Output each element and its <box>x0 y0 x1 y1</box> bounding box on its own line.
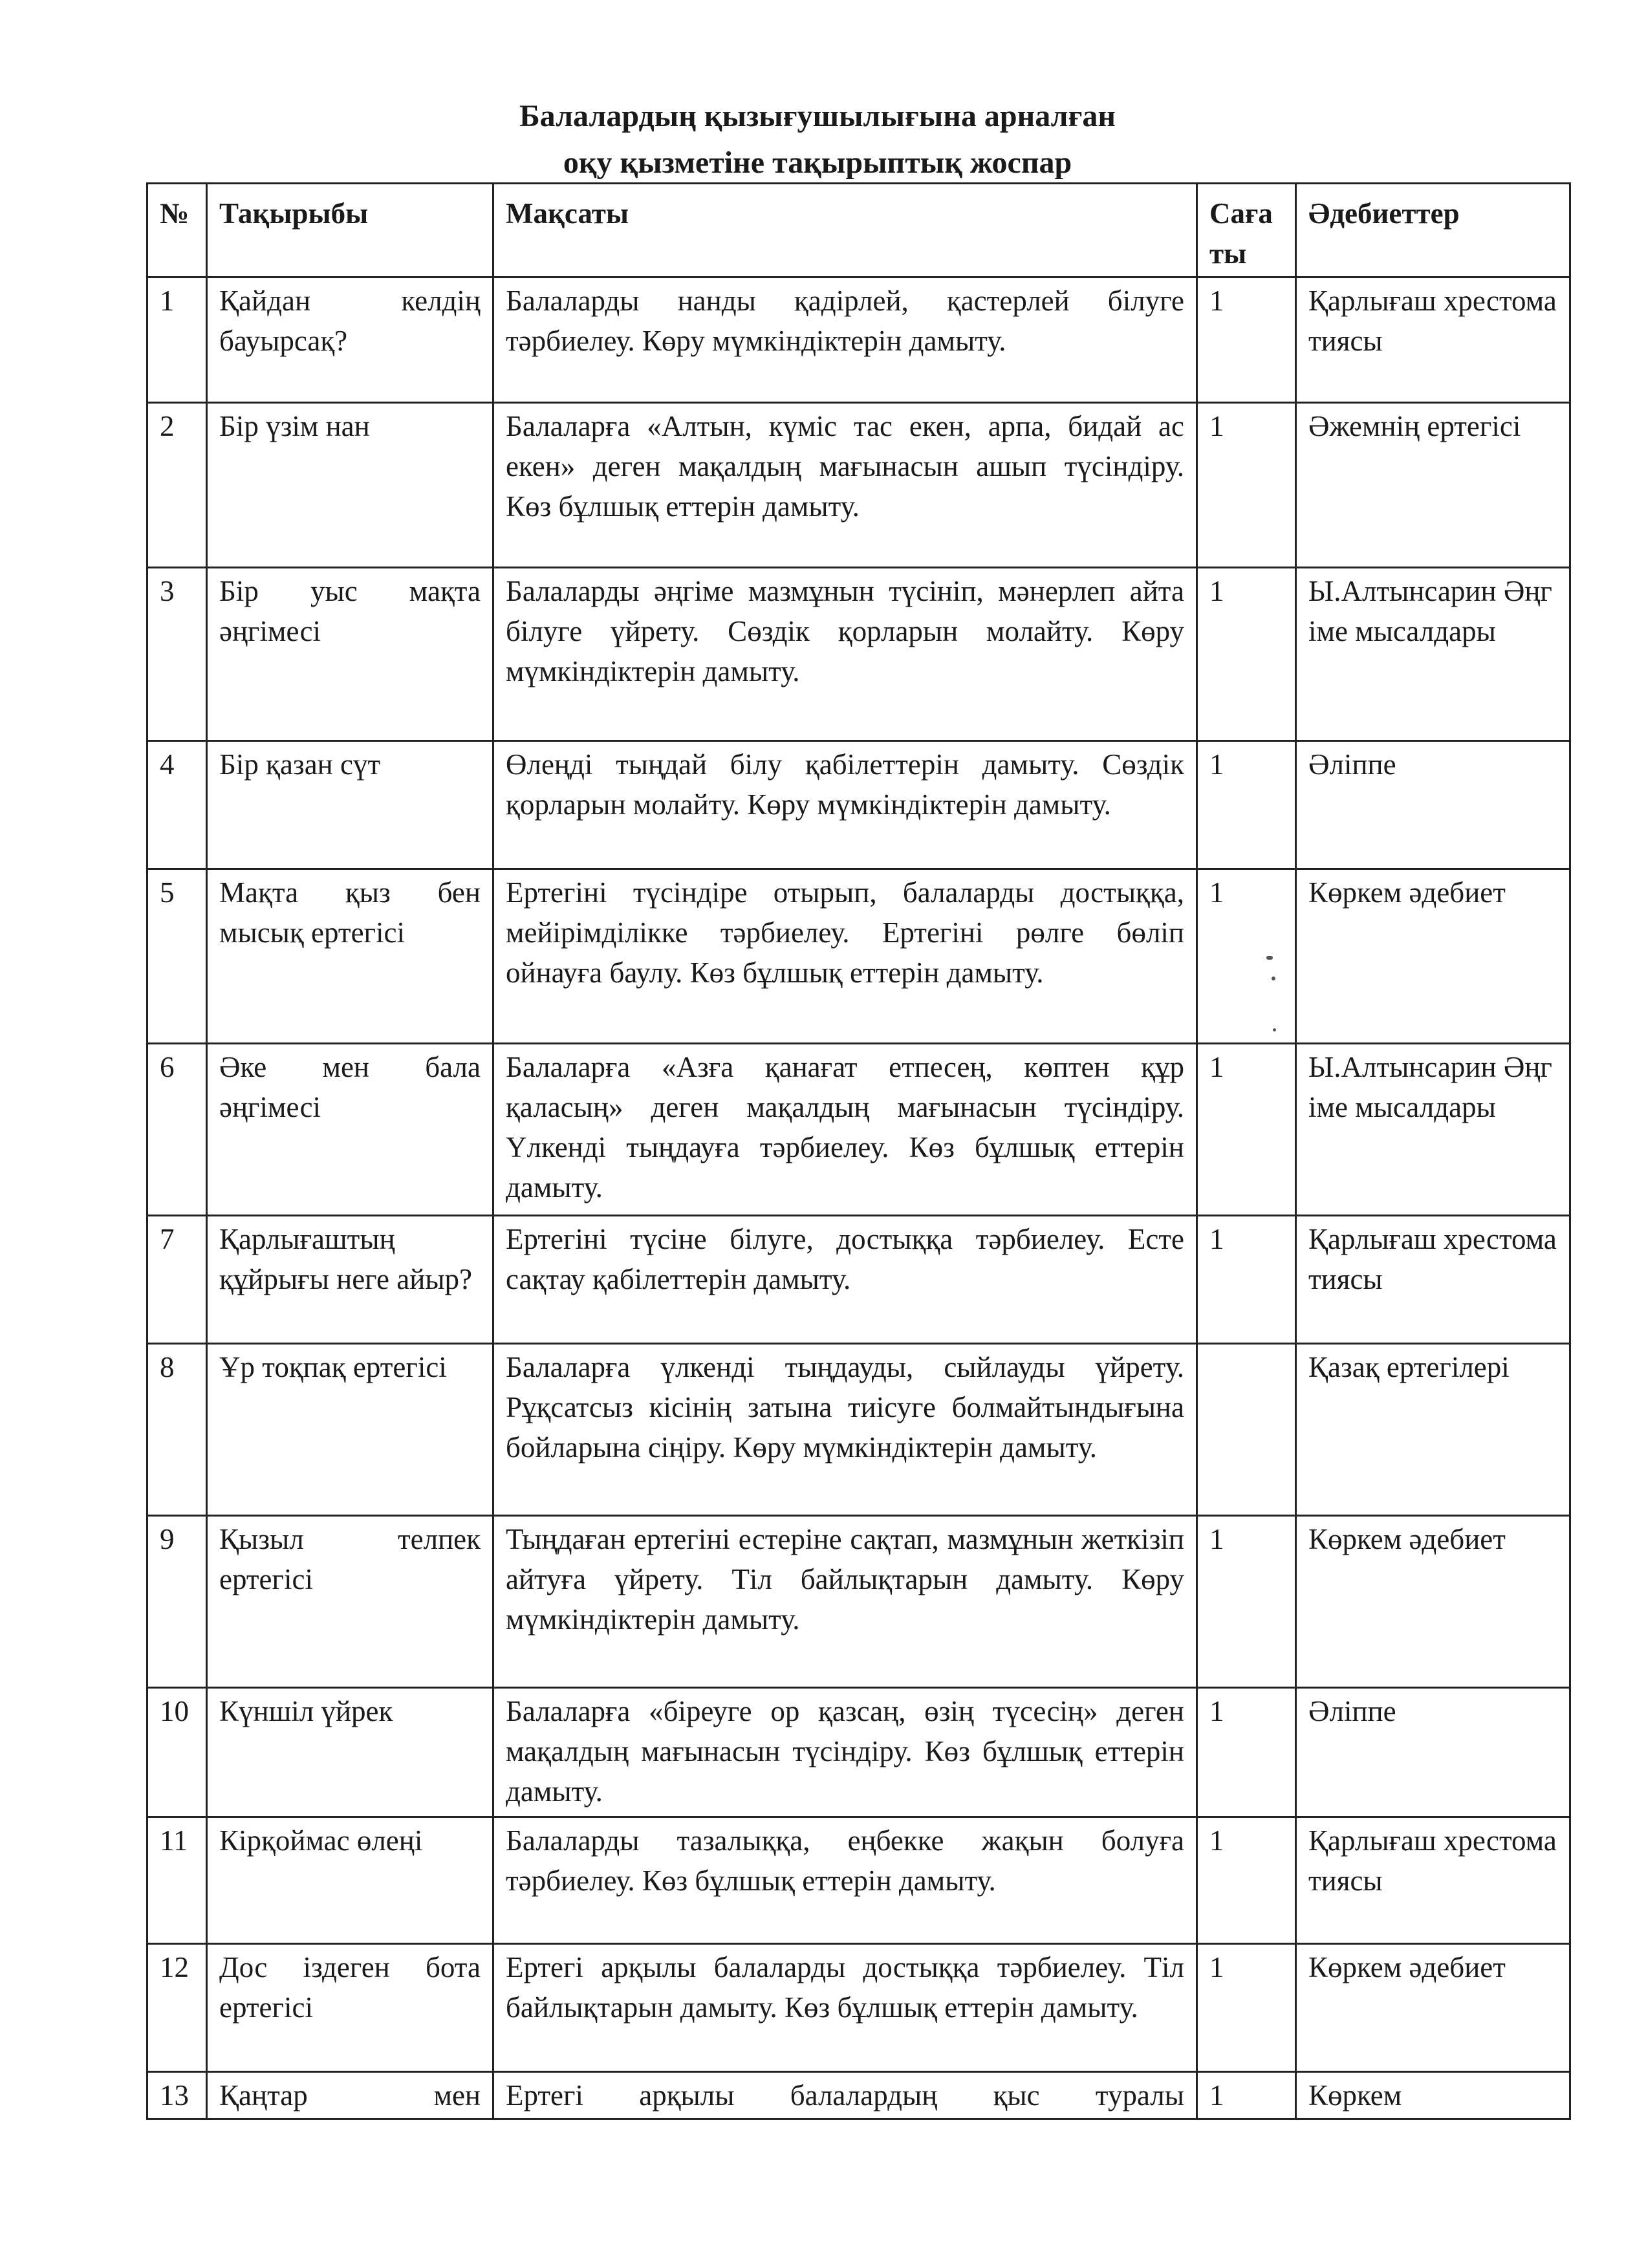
header-topic: Тақырыбы <box>207 184 493 277</box>
row-goal: Балаларға үлкенді тыңдауды, сыйлауды үйрету. Рұқсатсыз кісінің затына тиісуге болмайтындығына бойларына сіңіру. Көру мүмкіндіктерін дамыту. <box>493 1344 1197 1516</box>
scan-speck <box>1272 977 1275 980</box>
row-hours: 1 <box>1197 741 1296 869</box>
row-literature: Әліппе <box>1296 741 1570 869</box>
row-number: 5 <box>147 869 207 1044</box>
row-hours: 1 <box>1197 1044 1296 1216</box>
row-literature: Көркем әдебиет <box>1296 1516 1570 1688</box>
row-goal: Ертегі арқылы балаларды достыққа тәрбиелеу. Тіл байлықтарын дамыту. Көз бұлшық еттерін дамыту. <box>493 1944 1197 2072</box>
row-hours: 1 <box>1197 869 1296 1044</box>
row-literature: Қарлығаш хрестоматиясы <box>1296 1817 1570 1944</box>
row-topic: Ұр тоқпақ ертегісі <box>207 1344 493 1516</box>
row-number: 1 <box>147 277 207 403</box>
row-hours <box>1197 1344 1296 1516</box>
scan-speck <box>1273 1028 1276 1031</box>
row-number: 6 <box>147 1044 207 1216</box>
row-number: 12 <box>147 1944 207 2072</box>
row-topic: Қайдан келдің бауырсақ? <box>207 277 493 403</box>
table-row <box>147 1216 1570 1344</box>
row-topic: Бір үзім нан <box>207 403 493 568</box>
row-topic: Бір уыс мақта әңгімесі <box>207 568 493 741</box>
row-goal: Балаларды әңгіме мазмұнын түсініп, мәнерлеп айта білуге үйрету. Сөздік қорларын молайту. Көру мүмкіндіктерін дамыту. <box>493 568 1197 741</box>
header-literature: Әдебиеттер <box>1296 184 1570 277</box>
document-title-line-2: оқу қызметіне тақырыптық жоспар <box>563 146 1072 180</box>
table-row <box>147 1944 1570 2072</box>
row-goal: Өлеңді тыңдай білу қабілеттерін дамыту. Сөздік қорларын молайту. Көру мүмкіндіктерін дамыту. <box>493 741 1197 869</box>
row-number: 13 <box>147 2072 207 2119</box>
row-goal: Балаларға «Алтын, күміс тас екен, арпа, бидай ас екен» деген мақалдың мағынасын ашып түсіндіру. Көз бұлшық еттерін дамыту. <box>493 403 1197 568</box>
row-hours: 1 <box>1197 1944 1296 2072</box>
header-goal: Мақсаты <box>493 184 1197 277</box>
row-goal: Балаларды тазалыққа, еңбекке жақын болуға тәрбиелеу. Көз бұлшық еттерін дамыту. <box>493 1817 1197 1944</box>
row-hours: 1 <box>1197 2072 1296 2119</box>
document-title-line-1: Балалардың қызығушылығына арналған <box>519 99 1116 133</box>
table-row <box>147 1344 1570 1516</box>
row-hours: 1 <box>1197 1688 1296 1817</box>
row-topic: Күншіл үйрек <box>207 1688 493 1817</box>
row-literature: Қарлығаш хрестоматиясы <box>1296 1216 1570 1344</box>
row-goal: Ертегіні түсіне білуге, достыққа тәрбиелеу. Есте сақтау қабілеттерін дамыту. <box>493 1216 1197 1344</box>
table-row <box>147 869 1570 1044</box>
row-literature: Көркем әдебиет <box>1296 1944 1570 2072</box>
row-literature: Әжемнің ертегісі <box>1296 403 1570 568</box>
row-topic: Қарлығаштың құйрығы неге айыр? <box>207 1216 493 1344</box>
row-literature: Қазақ ертегілері <box>1296 1344 1570 1516</box>
row-goal: Ертегіні түсіндіре отырып, балаларды достыққа, мейірімділікке тәрбиелеу. Ертегіні рөлге бөліп ойнауға баулу. Көз бұлшық еттерін дамыту. <box>493 869 1197 1044</box>
row-goal: Балаларды нанды қадірлей, қастерлей білуге тәрбиелеу. Көру мүмкіндіктерін дамыту. <box>493 277 1197 403</box>
header-number: № <box>147 184 207 277</box>
thematic-plan-table <box>146 182 1571 2120</box>
table-row <box>147 1817 1570 1944</box>
row-literature: Әліппе <box>1296 1688 1570 1817</box>
table-header-row <box>147 184 1570 277</box>
row-hours: 1 <box>1197 1516 1296 1688</box>
row-hours: 1 <box>1197 403 1296 568</box>
table-row <box>147 1044 1570 1216</box>
table-row <box>147 1516 1570 1688</box>
row-goal: Балаларға «біреуге ор қазсаң, өзің түсесің» деген мақалдың мағынасын түсіндіру. Көз бұлшық еттерін дамыту. <box>493 1688 1197 1817</box>
row-number: 11 <box>147 1817 207 1944</box>
row-literature: Ы.Алтынсарин Әңгіме мысалдары <box>1296 568 1570 741</box>
row-number: 3 <box>147 568 207 741</box>
row-goal: Ертегі арқылы балалардың қыс туралы <box>493 2072 1197 2119</box>
table-row <box>147 1688 1570 1817</box>
row-topic: Мақта қыз бен мысық ертегісі <box>207 869 493 1044</box>
table-row <box>147 403 1570 568</box>
scan-speck <box>1266 956 1273 960</box>
row-literature: Қарлығаш хрестоматиясы <box>1296 277 1570 403</box>
row-hours: 1 <box>1197 568 1296 741</box>
row-literature: Көркем әдебиет <box>1296 869 1570 1044</box>
row-literature: Көркем <box>1296 2072 1570 2119</box>
row-number: 2 <box>147 403 207 568</box>
row-goal: Тыңдаған ертегіні естеріне сақтап, мазмұнын жеткізіп айтуға үйрету. Тіл байлықтарын дамыту. Көру мүмкіндіктерін дамыту. <box>493 1516 1197 1688</box>
table-row <box>147 2072 1570 2119</box>
table-row <box>147 277 1570 403</box>
row-number: 4 <box>147 741 207 869</box>
row-number: 9 <box>147 1516 207 1688</box>
table-row <box>147 741 1570 869</box>
row-hours: 1 <box>1197 1216 1296 1344</box>
row-topic: Қаңтар мен <box>207 2072 493 2119</box>
row-hours: 1 <box>1197 1817 1296 1944</box>
row-number: 8 <box>147 1344 207 1516</box>
row-hours: 1 <box>1197 277 1296 403</box>
row-topic: Бір қазан сүт <box>207 741 493 869</box>
row-topic: Әке мен бала әңгімесі <box>207 1044 493 1216</box>
row-number: 7 <box>147 1216 207 1344</box>
row-topic: Кірқоймас өлеңі <box>207 1817 493 1944</box>
row-topic: Дос іздеген бота ертегісі <box>207 1944 493 2072</box>
row-topic: Қызыл телпек ертегісі <box>207 1516 493 1688</box>
table-row <box>147 568 1570 741</box>
row-literature: Ы.Алтынсарин Әңгіме мысалдары <box>1296 1044 1570 1216</box>
row-number: 10 <box>147 1688 207 1817</box>
header-hours: Сағаты <box>1197 184 1296 277</box>
row-goal: Балаларға «Азға қанағат етпесең, көптен құр қаласың» деген мақалдың мағынасын түсіндіру. Үлкенді тыңдауға тәрбиелеу. Көз бұлшық еттерін дамыту. <box>493 1044 1197 1216</box>
